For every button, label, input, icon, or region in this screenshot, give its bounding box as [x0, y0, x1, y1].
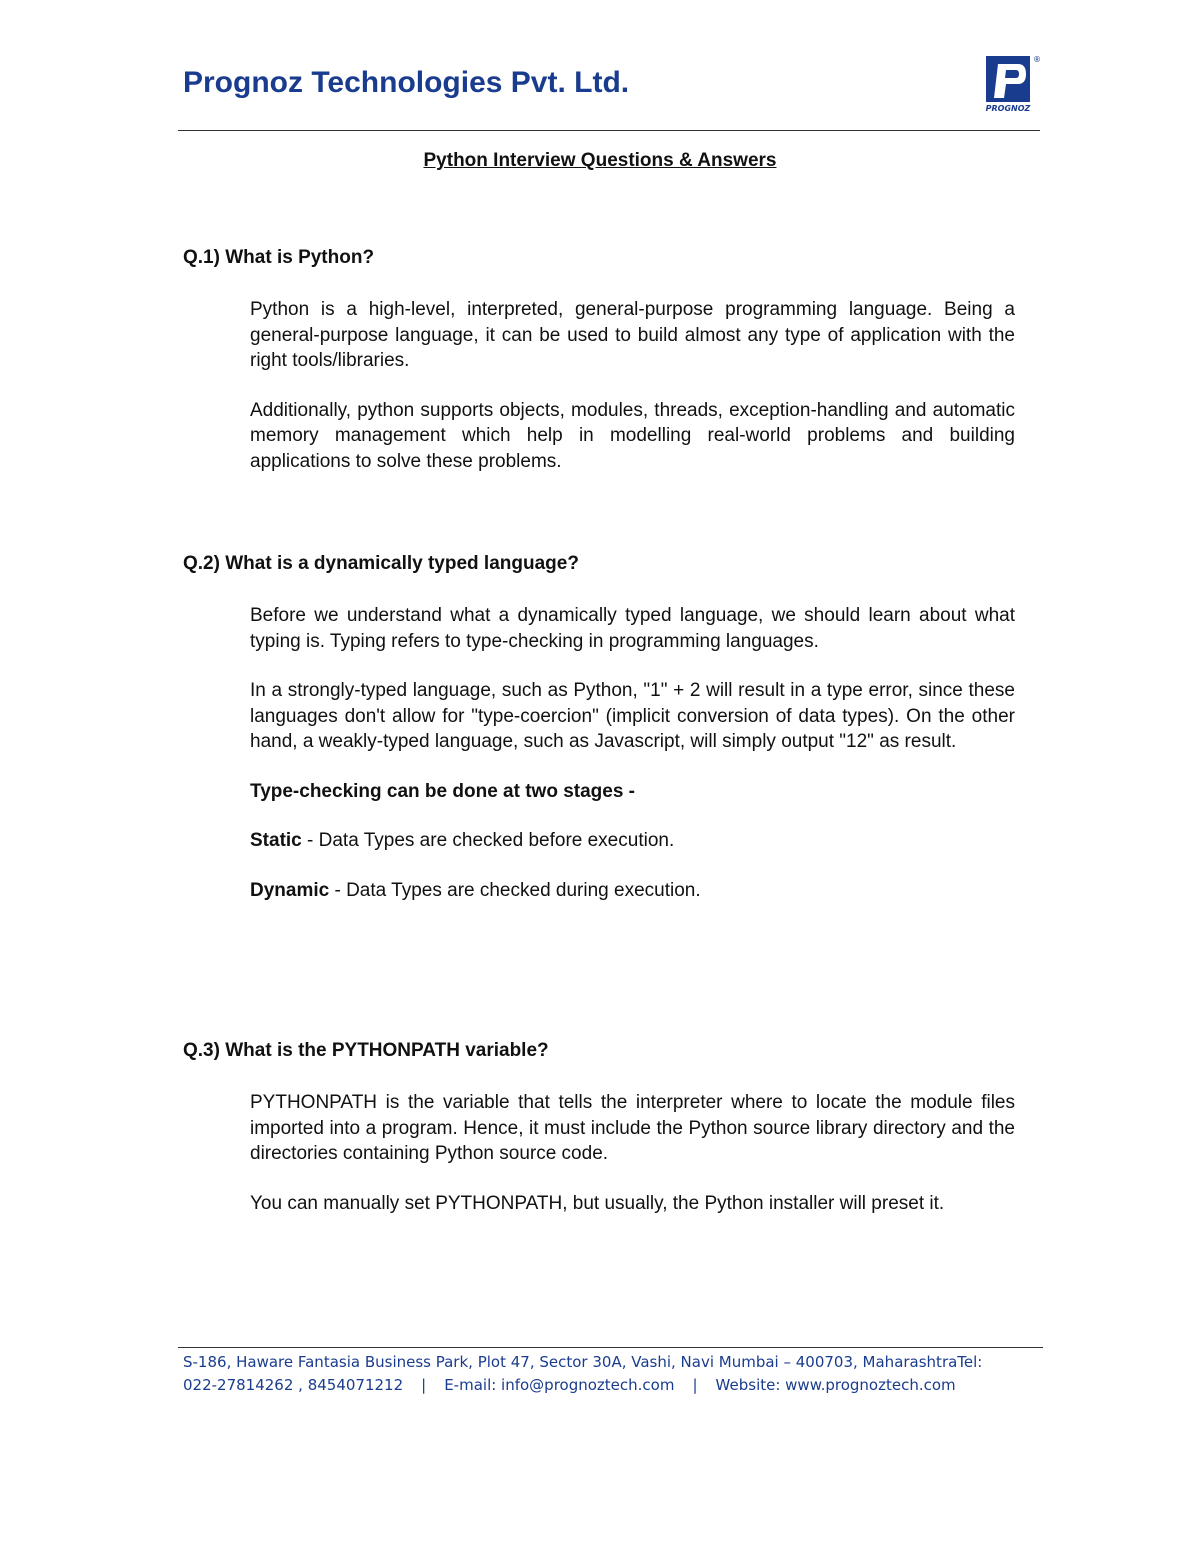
qa-section-1: [183, 245, 1023, 474]
footer-contact-line: [183, 1374, 1043, 1397]
footer-divider: |: [692, 1376, 698, 1394]
question-3: Q.3) What is the PYTHONPATH variable?: [183, 1040, 549, 1061]
footer: [183, 1351, 1043, 1397]
dynamic-description: - Data Types are checked during execution.: [329, 879, 701, 901]
dynamic-definition: [250, 878, 1015, 904]
answer-2-paragraph-1: Before we understand what a dynamically typed language, we should learn about what typing is. Typing refers to type-checking in programming languages.: [250, 605, 1015, 652]
logo-text: PROGNOZ: [985, 104, 1031, 113]
footer-website[interactable]: Website: www.prognoztech.com: [715, 1376, 956, 1394]
static-description: - Data Types are checked before execution.: [301, 830, 675, 851]
company-name: Prognoz Technologies Pvt. Ltd.: [183, 66, 630, 99]
prognoz-logo: [978, 52, 1042, 116]
answer-1-paragraph-2: Additionally, python supports objects, modules, threads, exception-handling and automatic memory management which help in modelling real-world problems and building applications to solve these problems.: [250, 399, 1015, 472]
registered-mark: ®: [1033, 55, 1041, 64]
qa-section-3: [183, 1038, 1023, 1216]
question-1: Q.1) What is Python?: [183, 247, 375, 268]
dynamic-term: Dynamic: [250, 879, 330, 901]
answer-2-paragraph-2: In a strongly-typed language, such as Python, "1" + 2 will result in a type error, since these languages don't allow for "type-coercion" (implicit conversion of data types). On the other hand, a weakly-typed language, such as Javascript, will simply output "12" as result.: [250, 680, 1015, 752]
header-rule: [178, 130, 1040, 131]
answer-1-paragraph-1: Python is a high-level, interpreted, general-purpose programming language. Being a general-purpose language, it can be used to build almost any type of application with the right tools/libraries.: [250, 299, 1015, 371]
qa-section-2: [183, 551, 1023, 903]
static-definition: [250, 828, 1015, 854]
question-2: Q.2) What is a dynamically typed language?: [183, 553, 579, 574]
static-term: Static: [250, 830, 302, 851]
footer-email[interactable]: E-mail: info@prognoztech.com: [444, 1376, 675, 1394]
type-checking-heading: Type-checking can be done at two stages -: [250, 780, 636, 802]
answer-3-paragraph-2: You can manually set PYTHONPATH, but usually, the Python installer will preset it.: [250, 1192, 945, 1214]
footer-divider: |: [421, 1376, 427, 1394]
footer-phone: 022-27814262 , 8454071212: [183, 1376, 404, 1394]
document-title: Python Interview Questions & Answers: [423, 150, 777, 171]
answer-3-paragraph-1: PYTHONPATH is the variable that tells the interpreter where to locate the module files imported into a program. Hence, it must include the Python source library directory and the directories containing Python source code.: [250, 1092, 1015, 1164]
footer-rule: [178, 1347, 1043, 1348]
footer-address: S-186, Haware Fantasia Business Park, Plot 47, Sector 30A, Vashi, Navi Mumbai – 400703, MaharashtraTel:: [183, 1353, 983, 1371]
